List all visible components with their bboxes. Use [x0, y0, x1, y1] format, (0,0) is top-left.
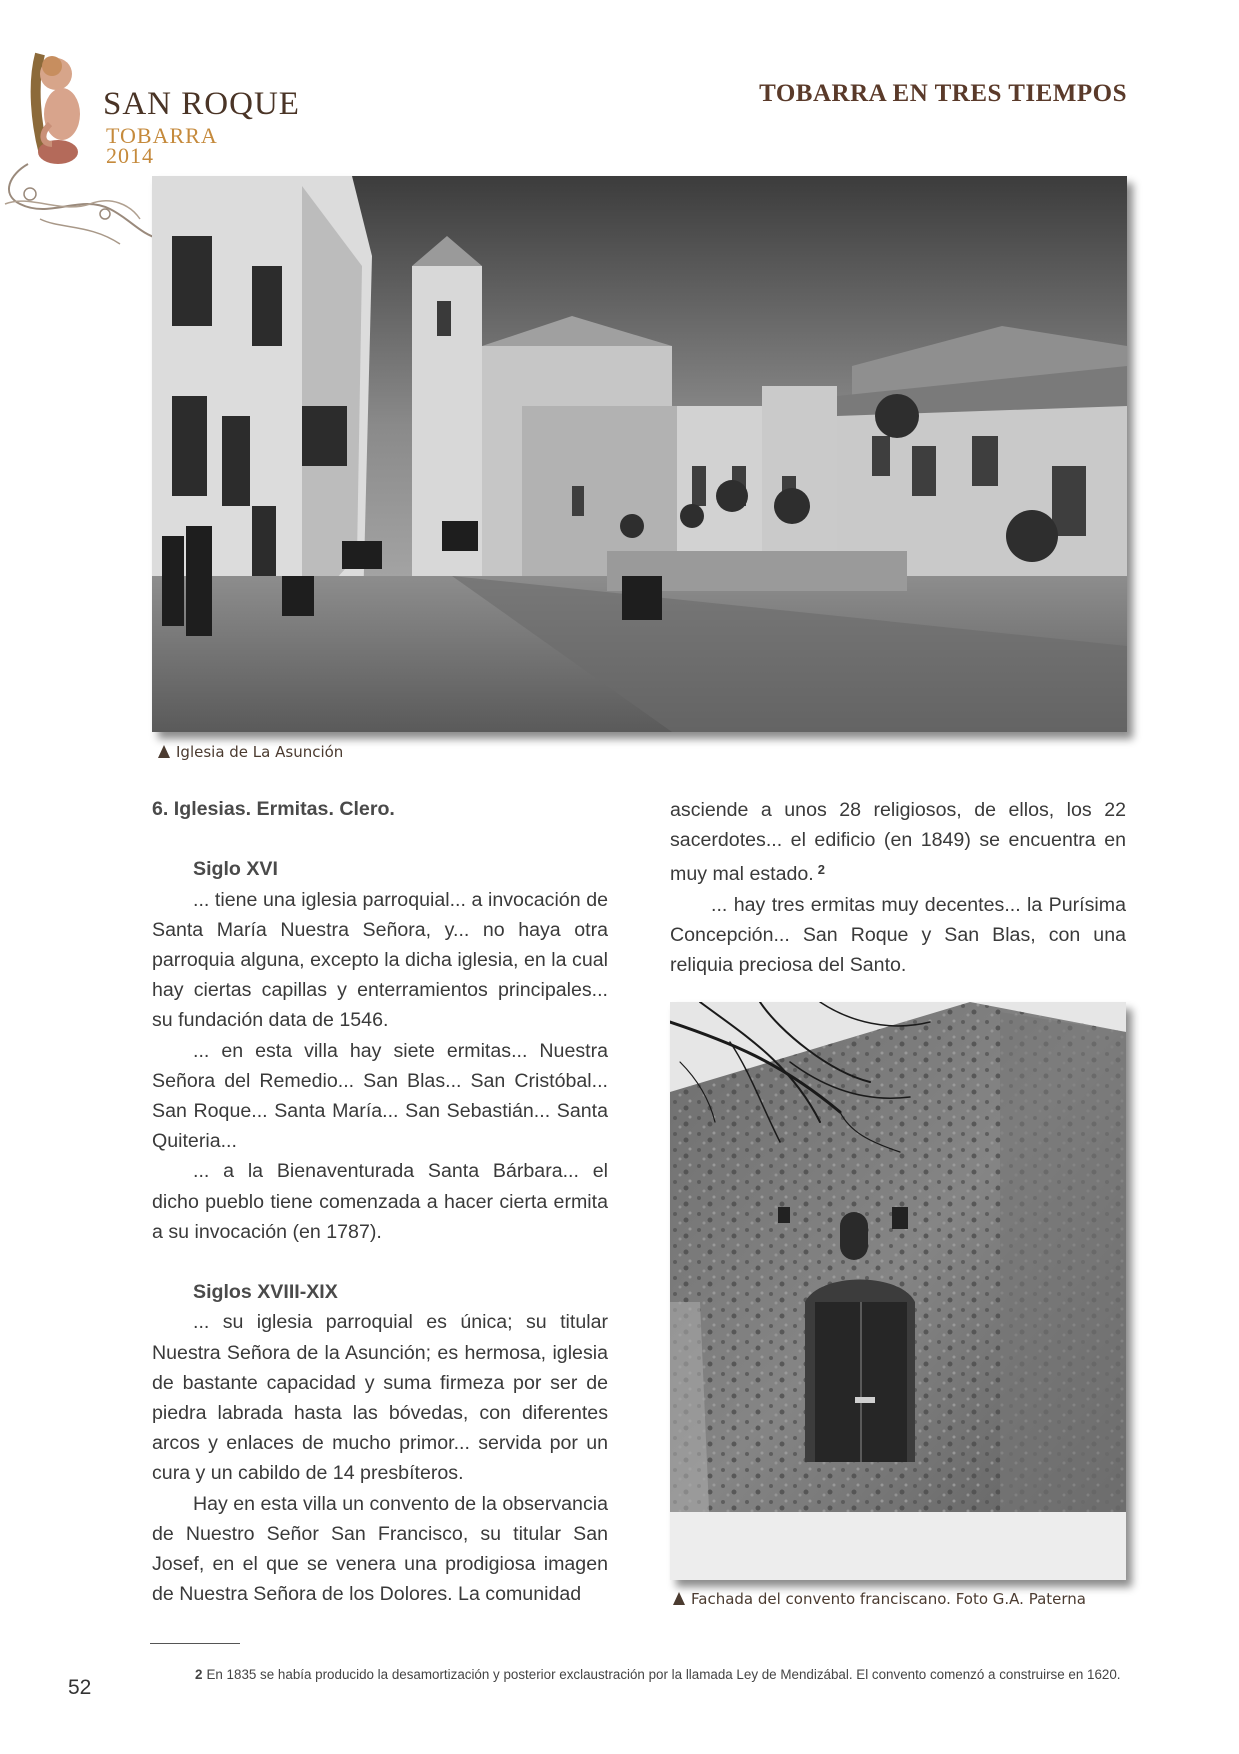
church-photo [152, 176, 1127, 732]
convent-photo [670, 1002, 1126, 1580]
page-number: 52 [68, 1676, 92, 1699]
church-photo-caption [158, 743, 343, 761]
paragraph: ... en esta villa hay siete ermitas... Nuestra Señora del Remedio... San Blas... San Cristóbal... San Roque... Santa María... San Sebastián... Santa Quiteria... [152, 1039, 608, 1153]
footnote [195, 1667, 1121, 1682]
caption-text: Fachada del convento franciscano. Foto G.A. Paterna [691, 1590, 1086, 1608]
logo-year: 2014 [106, 143, 154, 168]
section-heading-siglos-xviii-xix: Siglos XVIII-XIX [193, 1281, 338, 1304]
paragraph: ... su iglesia parroquial es única; su titular Nuestra Señora de la Asunción; es hermosa, iglesia de bastante capacidad y suma firmeza por ser de piedra labrada hasta las bóvedas, con diferentes arcos y enlaces de mucho primor... servida por un cura y un cabildo de 14 presbíteros. [152, 1311, 608, 1485]
article-left-column [152, 794, 608, 1609]
footnote-reference[interactable]: 2 [817, 862, 825, 878]
caption-text: Iglesia de La Asunción [176, 743, 344, 761]
footnote-divider [150, 1643, 240, 1644]
triangle-marker-icon [158, 745, 170, 758]
triangle-marker-icon [673, 1592, 685, 1605]
convent-facade-image [670, 1002, 1126, 1580]
convent-photo-caption [673, 1590, 1086, 1608]
paragraph: ... a la Bienaventurada Santa Bárbara... el dicho pueblo tiene comenzada a hacer cierta ermita a su invocación (en 1787). [152, 1160, 608, 1243]
logo-title: SAN ROQUE [103, 86, 300, 122]
footnote-number: 2 [195, 1667, 203, 1682]
paragraph: ... hay tres ermitas muy decentes... la Purísima Concepción... San Roque y San Blas, con una reliquia preciosa del Santo. [670, 893, 1126, 977]
paragraph: Hay en esta villa un convento de la observancia de Nuestro Señor San Francisco, su titular San Josef, en el que se venera una prodigiosa imagen de Nuestra Señora de los Dolores. La comunidad [152, 1492, 608, 1606]
church-street-image [152, 176, 1127, 732]
article-right-column [670, 795, 1126, 980]
section-heading-siglo-xvi: Siglo XVI [193, 858, 278, 881]
paragraph: ... tiene una iglesia parroquial... a invocación de Santa María Nuestra Señora, y... no haya otra parroquia alguna, excepto la dicha iglesia, en la cual hay ciertas capillas y enterramientos principales... su fundación data de 1546. [152, 888, 608, 1032]
footnote-text: En 1835 se había producido la desamortización y posterior exclaustración por la llamada Ley de Mendizábal. El convento comenzó a construirse en 1620. [206, 1667, 1121, 1682]
article-heading: 6. Iglesias. Ermitas. Clero. [152, 798, 395, 820]
logo-subtitle: TOBARRA [106, 123, 218, 148]
section-title: TOBARRA EN TRES TIEMPOS [759, 80, 1127, 107]
paragraph: asciende a unos 28 religiosos, de ellos, los 22 sacerdotes... el edificio (en 1849) se encuentra en muy mal estado. $^2$ [670, 799, 1126, 886]
